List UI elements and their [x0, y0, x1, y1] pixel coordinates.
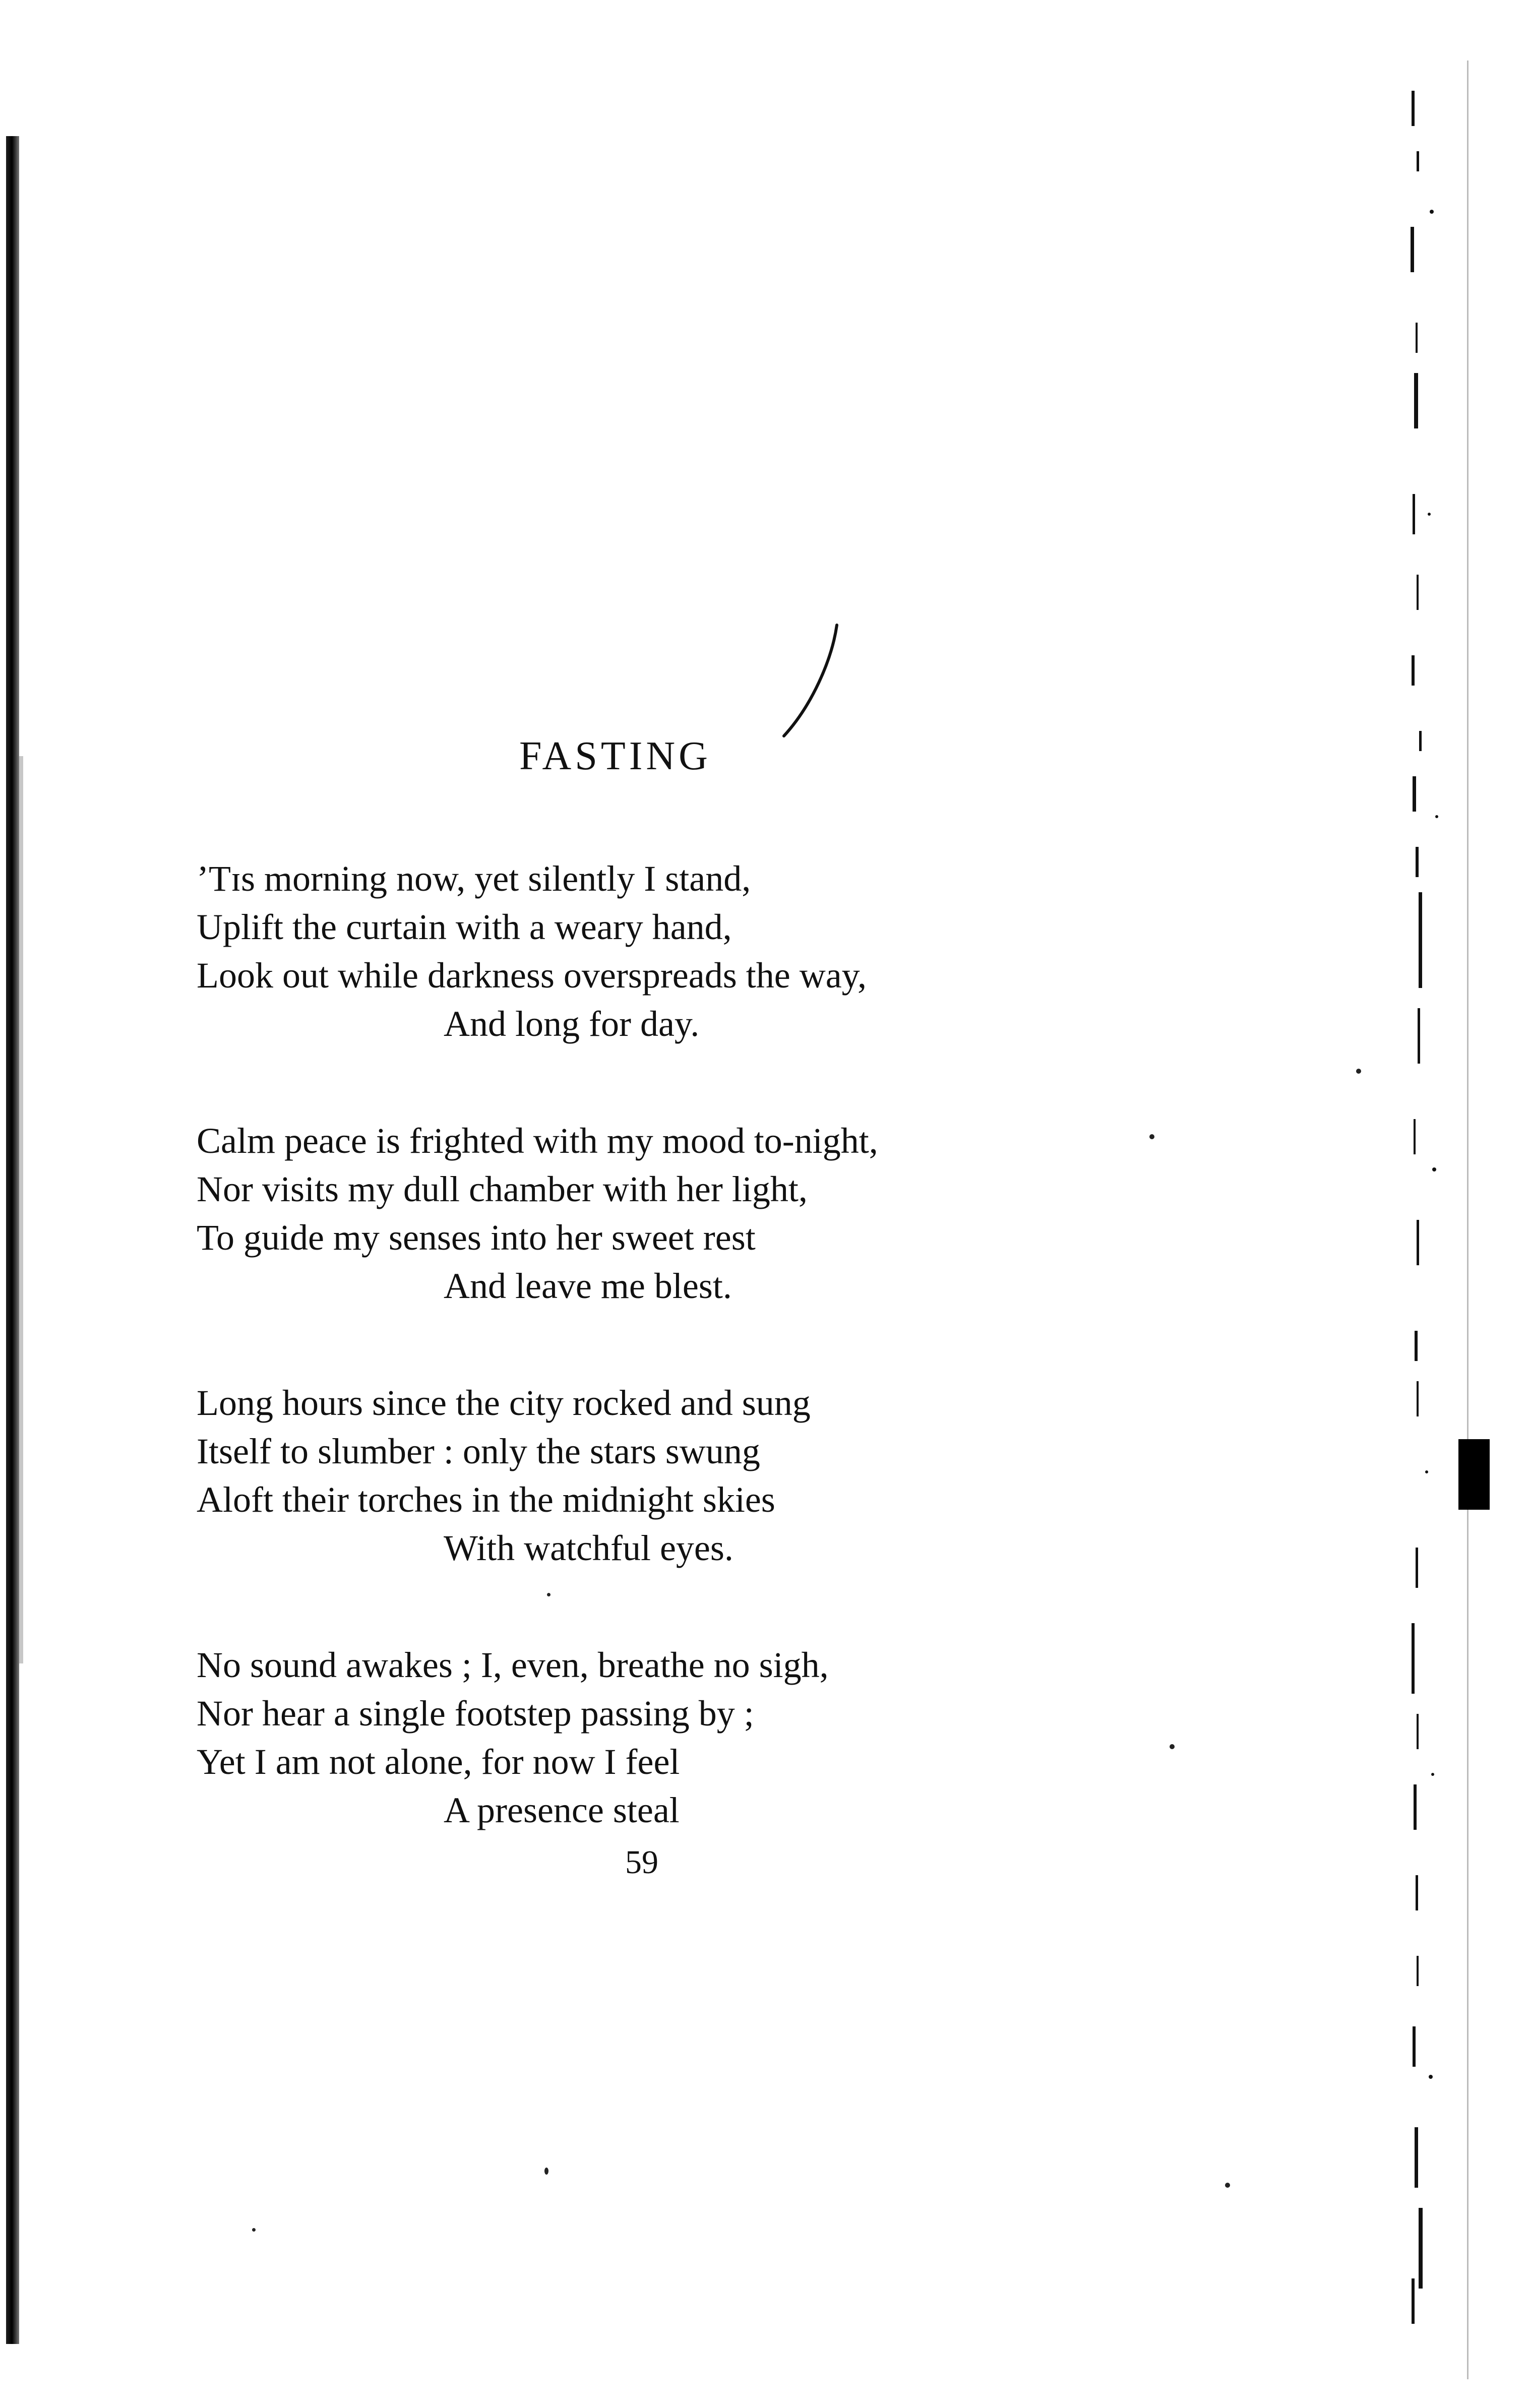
stanza-1 — [197, 854, 867, 1048]
pencil-mark — [776, 620, 852, 741]
dust-speck — [1225, 2183, 1230, 2188]
scan-artifact-block — [1458, 1439, 1490, 1510]
stanza-3 — [197, 1379, 811, 1572]
dust-speck — [1149, 1134, 1154, 1139]
poem-line: Look out while darkness overspreads the way, — [197, 955, 867, 996]
poem-line: Calm peace is frighted with my mood to-night, — [197, 1121, 878, 1161]
stanza-4 — [197, 1641, 829, 1834]
poem-line: And long for day. — [444, 1004, 700, 1044]
poem-line: Uplift the curtain with a weary hand, — [197, 907, 732, 947]
torn-right-edge — [1401, 60, 1482, 2379]
dust-speck — [1170, 1744, 1175, 1749]
poem-line: No sound awakes ; I, even, breathe no sigh, — [197, 1645, 829, 1685]
poem-line: Aloft their torches in the midnight skies — [197, 1479, 775, 1520]
binding-edge — [6, 136, 19, 2344]
poem-line: And leave me blest. — [444, 1266, 732, 1306]
page-number: 59 — [625, 1844, 658, 1881]
poem-line: Nor visits my dull chamber with her light, — [197, 1169, 808, 1209]
poem-title: FASTING — [519, 734, 711, 778]
poem-line: To guide my senses into her sweet rest — [197, 1217, 756, 1258]
dust-speck — [547, 1593, 551, 1596]
poem-line: Yet I am not alone, for now I feel — [197, 1742, 680, 1782]
stanza-2 — [197, 1117, 878, 1310]
binding-edge-shadow — [19, 756, 23, 1663]
dust-speck — [252, 2228, 256, 2232]
poem-line: Itself to slumber : only the stars swung — [197, 1431, 760, 1471]
dust-speck — [544, 2168, 548, 2175]
poem-line: ’Tɪs morning now, yet silently I stand, — [197, 858, 751, 899]
poem-line: A presence steal — [444, 1790, 680, 1830]
poem-line: Long hours since the city rocked and sung — [197, 1383, 811, 1423]
poem-line: Nor hear a single footstep passing by ; — [197, 1693, 754, 1734]
dust-speck — [1356, 1069, 1361, 1074]
poem-line: With watchful eyes. — [444, 1528, 733, 1568]
